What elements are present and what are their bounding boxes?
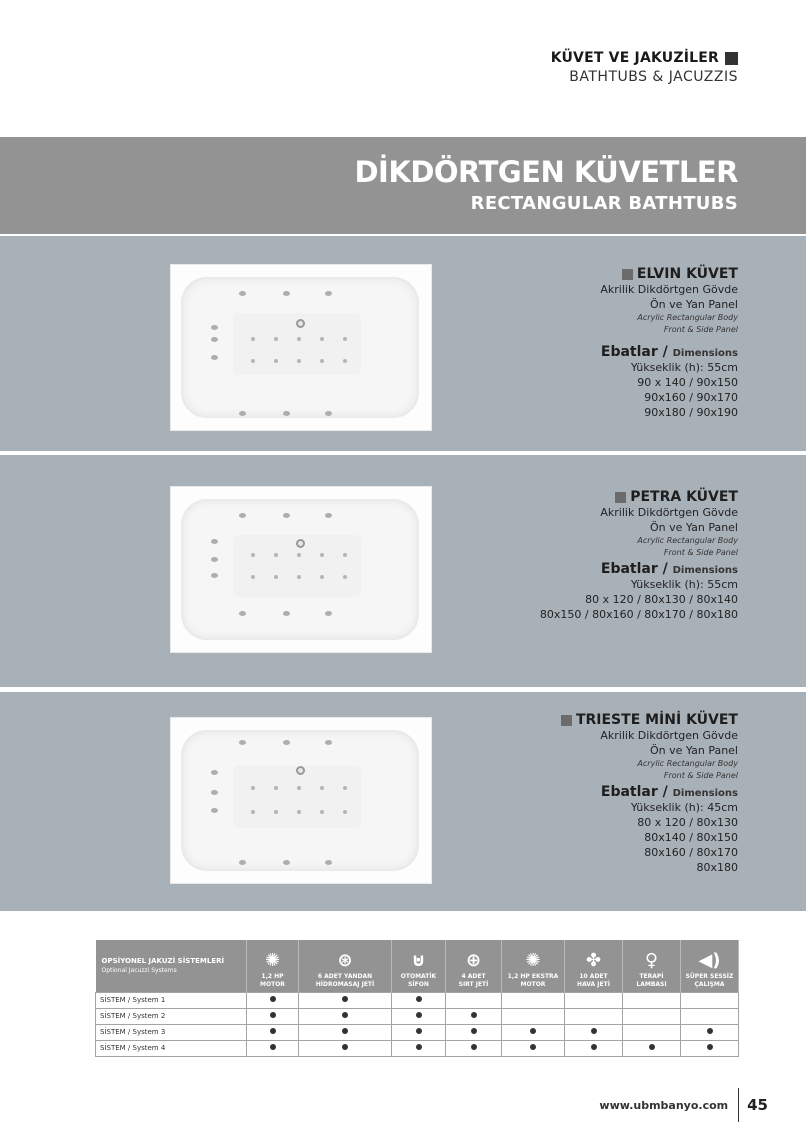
table-title-tr: OPSİYONEL JAKUZİ SİSTEMLERİ (101, 957, 225, 966)
product-height: Yükseklik (h): 55cm (630, 361, 738, 374)
product-body-en: Acrylic Rectangular Body (637, 536, 738, 545)
dimensions-label-en: Dimensions (672, 565, 738, 576)
feature-cell (299, 1040, 392, 1056)
square-marker-icon (725, 52, 738, 65)
feature-cell (392, 1008, 446, 1024)
feature-cell (446, 992, 502, 1008)
extra-motor-icon: ✺ (525, 949, 541, 971)
feature-cell (446, 1040, 502, 1056)
product-section-trieste (0, 692, 806, 911)
square-marker-icon (561, 715, 572, 726)
column-header: ◀) SÜPER SESSİZ ÇALIŞMA (681, 940, 739, 992)
website-url[interactable]: www.ubmbanyo.com (599, 1098, 729, 1112)
feature-cell (392, 1040, 446, 1056)
product-body-tr: Akrilik Dikdörtgen Gövde (600, 506, 738, 519)
included-dot-icon (530, 1028, 536, 1034)
included-dot-icon (270, 1012, 276, 1018)
bathtub-image (170, 264, 432, 431)
feature-cell (299, 1024, 392, 1040)
included-dot-icon (591, 1044, 597, 1050)
feature-cell (681, 1040, 739, 1056)
column-header: ✺ 1,2 HP EKSTRA MOTOR (502, 940, 565, 992)
product-info (561, 712, 738, 875)
bathtub-image (170, 717, 432, 884)
side-jet-icon: ⊛ (337, 949, 353, 971)
feature-cell (565, 1024, 623, 1040)
feature-cell (392, 992, 446, 1008)
included-dot-icon (471, 1044, 477, 1050)
product-panel-tr: Ön ve Yan Panel (650, 744, 738, 757)
included-dot-icon (530, 1044, 536, 1050)
included-dot-icon (342, 1028, 348, 1034)
dimensions-label-en: Dimensions (672, 788, 738, 799)
included-dot-icon (416, 1044, 422, 1050)
feature-cell (502, 1024, 565, 1040)
included-dot-icon (649, 1044, 655, 1050)
included-dot-icon (416, 996, 422, 1002)
section-header (551, 50, 738, 85)
product-section-elvin (0, 236, 806, 451)
included-dot-icon (342, 1012, 348, 1018)
lamp-icon: ♀ (644, 949, 659, 971)
dimensions-label-tr: Ebatlar / (600, 561, 668, 577)
product-panel-en: Front & Side Panel (663, 548, 738, 557)
product-name: ELVIN KÜVET (636, 266, 738, 282)
column-header: ✤ 10 ADET HAVA JETİ (565, 940, 623, 992)
system-label: SİSTEM / System 4 (96, 1040, 247, 1056)
back-jet-icon: ⊕ (465, 949, 482, 971)
product-size: 80x160 / 80x170 (644, 846, 738, 859)
included-dot-icon (270, 1044, 276, 1050)
feature-cell (565, 1008, 623, 1024)
feature-cell (681, 1024, 739, 1040)
square-marker-icon (622, 269, 633, 280)
table-row (96, 1008, 739, 1024)
product-panel-en: Front & Side Panel (663, 325, 738, 334)
included-dot-icon (471, 1028, 477, 1034)
page-title-banner (0, 137, 806, 234)
product-size: 80x140 / 80x150 (644, 831, 738, 844)
included-dot-icon (471, 1012, 477, 1018)
product-size: 90x180 / 90x190 (644, 406, 738, 419)
feature-cell (623, 1040, 681, 1056)
product-size: 80 x 120 / 80x130 (637, 816, 738, 829)
included-dot-icon (416, 1028, 422, 1034)
section-title-en: BATHTUBS & JACUZZIS (569, 69, 738, 85)
feature-cell (247, 1024, 299, 1040)
silent-icon: ◀) (698, 949, 721, 971)
product-size: 90x160 / 90x170 (644, 391, 738, 404)
included-dot-icon (270, 1028, 276, 1034)
product-body-tr: Akrilik Dikdörtgen Gövde (600, 729, 738, 742)
page-title-tr: DİKDÖRTGEN KÜVETLER (354, 155, 738, 189)
included-dot-icon (707, 1044, 713, 1050)
feature-cell (565, 1040, 623, 1056)
feature-cell (565, 992, 623, 1008)
feature-cell (247, 1040, 299, 1056)
product-section-petra (0, 455, 806, 687)
included-dot-icon (416, 1012, 422, 1018)
feature-cell (502, 1040, 565, 1056)
feature-cell (681, 1008, 739, 1024)
feature-cell (299, 1008, 392, 1024)
feature-cell (446, 1024, 502, 1040)
product-info (600, 266, 738, 420)
table-row (96, 1024, 739, 1040)
feature-cell (446, 1008, 502, 1024)
product-body-tr: Akrilik Dikdörtgen Gövde (600, 283, 738, 296)
product-body-en: Acrylic Rectangular Body (637, 313, 738, 322)
product-name: TRIESTE MİNİ KÜVET (575, 712, 738, 728)
included-dot-icon (270, 996, 276, 1002)
feature-cell (299, 992, 392, 1008)
product-size: 80 x 120 / 80x130 / 80x140 (585, 593, 738, 606)
system-label: SİSTEM / System 1 (96, 992, 247, 1008)
column-header: ⊕ 4 ADET SIRT JETİ (446, 940, 502, 992)
feature-cell (623, 1024, 681, 1040)
product-size: 80x150 / 80x160 / 80x170 / 80x180 (539, 608, 738, 621)
product-panel-en: Front & Side Panel (663, 771, 738, 780)
included-dot-icon (342, 1044, 348, 1050)
product-height: Yükseklik (h): 45cm (630, 801, 738, 814)
air-jet-icon: ✤ (585, 949, 602, 971)
product-body-en: Acrylic Rectangular Body (637, 759, 738, 768)
column-header: ⊍ OTOMATİK SİFON (392, 940, 446, 992)
included-dot-icon (707, 1028, 713, 1034)
product-panel-tr: Ön ve Yan Panel (650, 298, 738, 311)
table-row (96, 992, 739, 1008)
column-header: ♀ TERAPİ LAMBASI (623, 940, 681, 992)
product-size: 90 x 140 / 90x150 (637, 376, 738, 389)
footer-divider (738, 1088, 739, 1122)
page-footer (599, 1088, 768, 1122)
feature-cell (502, 1008, 565, 1024)
pump-icon: ✺ (264, 949, 281, 971)
dimensions-label-tr: Ebatlar / (600, 784, 668, 800)
table-body (96, 992, 739, 1056)
dimensions-label-tr: Ebatlar / (600, 344, 668, 360)
feature-cell (623, 1008, 681, 1024)
feature-cell (623, 992, 681, 1008)
square-marker-icon (615, 492, 626, 503)
table-title-cell (96, 940, 247, 992)
feature-cell (247, 992, 299, 1008)
product-size: 80x180 (696, 861, 738, 874)
page-title-en: RECTANGULAR BATHTUBS (470, 193, 738, 214)
bathtub-image (170, 486, 432, 653)
product-panel-tr: Ön ve Yan Panel (650, 521, 738, 534)
feature-cell (247, 1008, 299, 1024)
included-dot-icon (591, 1028, 597, 1034)
jacuzzi-systems-table (95, 940, 738, 1057)
feature-cell (502, 992, 565, 1008)
feature-cell (681, 992, 739, 1008)
page-number: 45 (747, 1096, 768, 1114)
product-name: PETRA KÜVET (630, 489, 738, 505)
system-label: SİSTEM / System 3 (96, 1024, 247, 1040)
siphon-icon: ⊍ (411, 949, 426, 971)
section-title-tr: KÜVET VE JAKUZİLER (550, 50, 719, 66)
column-header: ⊛ 6 ADET YANDAN HİDROMASAJ JETİ (299, 940, 392, 992)
product-info (540, 489, 738, 622)
table-title-en: Optional Jacuzzi Systems (101, 967, 177, 975)
dimensions-label-en: Dimensions (672, 348, 738, 359)
included-dot-icon (342, 996, 348, 1002)
column-header: ✺ 1,2 HP MOTOR (247, 940, 299, 992)
system-label: SİSTEM / System 2 (96, 1008, 247, 1024)
feature-cell (392, 1024, 446, 1040)
product-height: Yükseklik (h): 55cm (630, 578, 738, 591)
table-row (96, 1040, 739, 1056)
